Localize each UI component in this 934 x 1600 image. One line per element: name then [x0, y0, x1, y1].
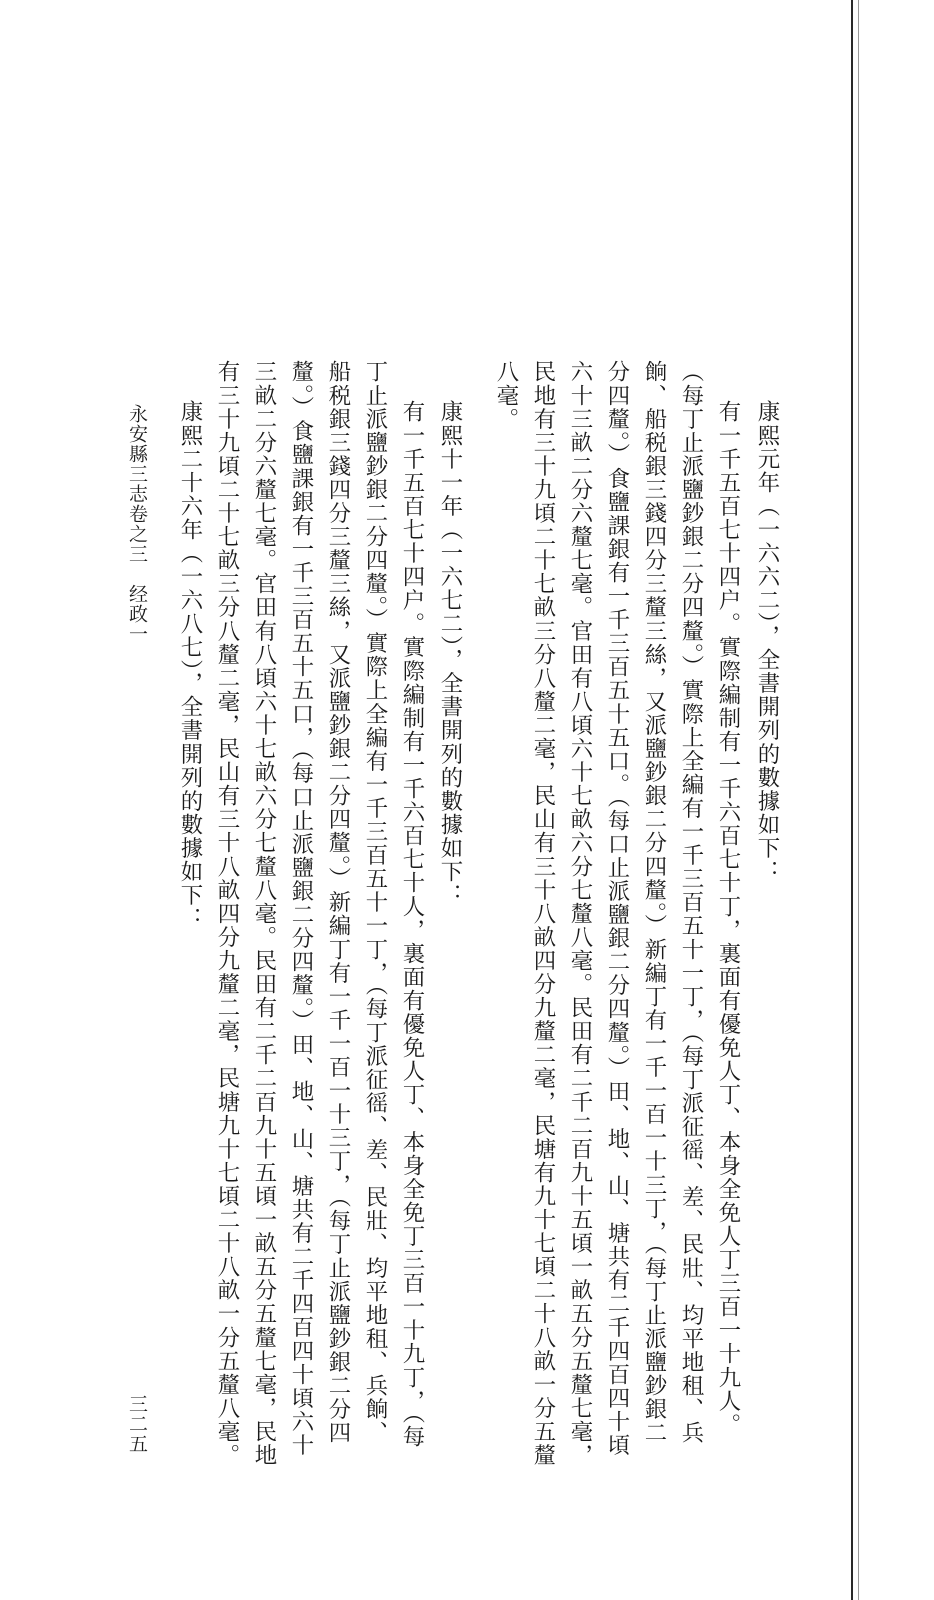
text-column: 康熙十一年（一六七二），全書開列的數據如下： [437, 400, 463, 907]
book-title: 永安縣三志卷之三 经政一 [126, 404, 148, 644]
text-column: 六十三畝二分六釐七毫。官田有八頃六十七畝六分七釐八毫。民田有二千二百九十五頃一畝五分五釐七毫， [567, 360, 593, 1467]
text-column: 康熙元年（一六六二），全書開列的數據如下： [754, 400, 780, 884]
text-column: 船税銀三錢四分三釐三絲，又派鹽鈔銀二分四釐。）新編丁有一千一百一十三丁，（每丁止派鹽鈔銀二分四 [325, 360, 351, 1445]
page-number: 三二五 [126, 1394, 148, 1454]
text-column: （每丁止派鹽鈔銀二分四釐。）實際上全編有一千三百五十一丁，（每丁派征徭、差、民壯、均平地租、兵 [678, 360, 704, 1445]
text-column: 三畝二分六釐七毫。官田有八頃六十七畝六分七釐八毫。民田有二千二百九十五頃一畝五分五釐七毫，民地 [251, 360, 277, 1467]
page-edge-line [851, 0, 853, 1600]
text-column: 釐。）食鹽課銀有一千三百五十五口，（每口止派鹽銀二分四釐。）田、地、山、塘共有二千四百四十頃六十 [288, 360, 314, 1457]
text-column: 康熙二十六年（一六八七），全書開列的數據如下： [177, 400, 203, 931]
text-column: 丁止派鹽鈔銀二分四釐。）實際上全編有一千三百五十一丁，（每丁派征徭、差、民壯、均平地租、兵餉、 [362, 360, 388, 1445]
text-column: 有三十九頃二十七畝三分八釐二毫，民山有三十八畝四分九釐二毫，民塘九十七頃二十八畝一分五釐八毫。 [214, 360, 240, 1467]
text-column: 餉、船税銀三錢四分三釐三絲，又派鹽鈔銀二分四釐。）新編丁有一千一百一十三丁，（每丁止派鹽鈔銀二 [641, 360, 667, 1445]
text-column: 有一千五百七十四户。實際編制有一千六百七十人，裏面有優免人丁、本身全免丁三百一十九丁，（每 [399, 400, 425, 1449]
text-column: 民地有三十九頃二十七畝三分八釐二毫，民山有三十八畝四分九釐二毫，民塘有九十七頃二十八畝一分五釐 [530, 360, 556, 1467]
page-edge-line-inner [858, 0, 859, 1600]
text-column: 八毫。 [493, 360, 519, 431]
text-column: 有一千五百七十四户。實際編制有一千六百七十丁，裏面有優免人丁、本身全免人丁三百一十九人。 [715, 400, 741, 1437]
text-column: 分四釐。）食鹽課銀有一千三百五十五口。（每口止派鹽銀二分四釐。）田、地、山、塘共有二千四百四十頃 [604, 360, 630, 1457]
